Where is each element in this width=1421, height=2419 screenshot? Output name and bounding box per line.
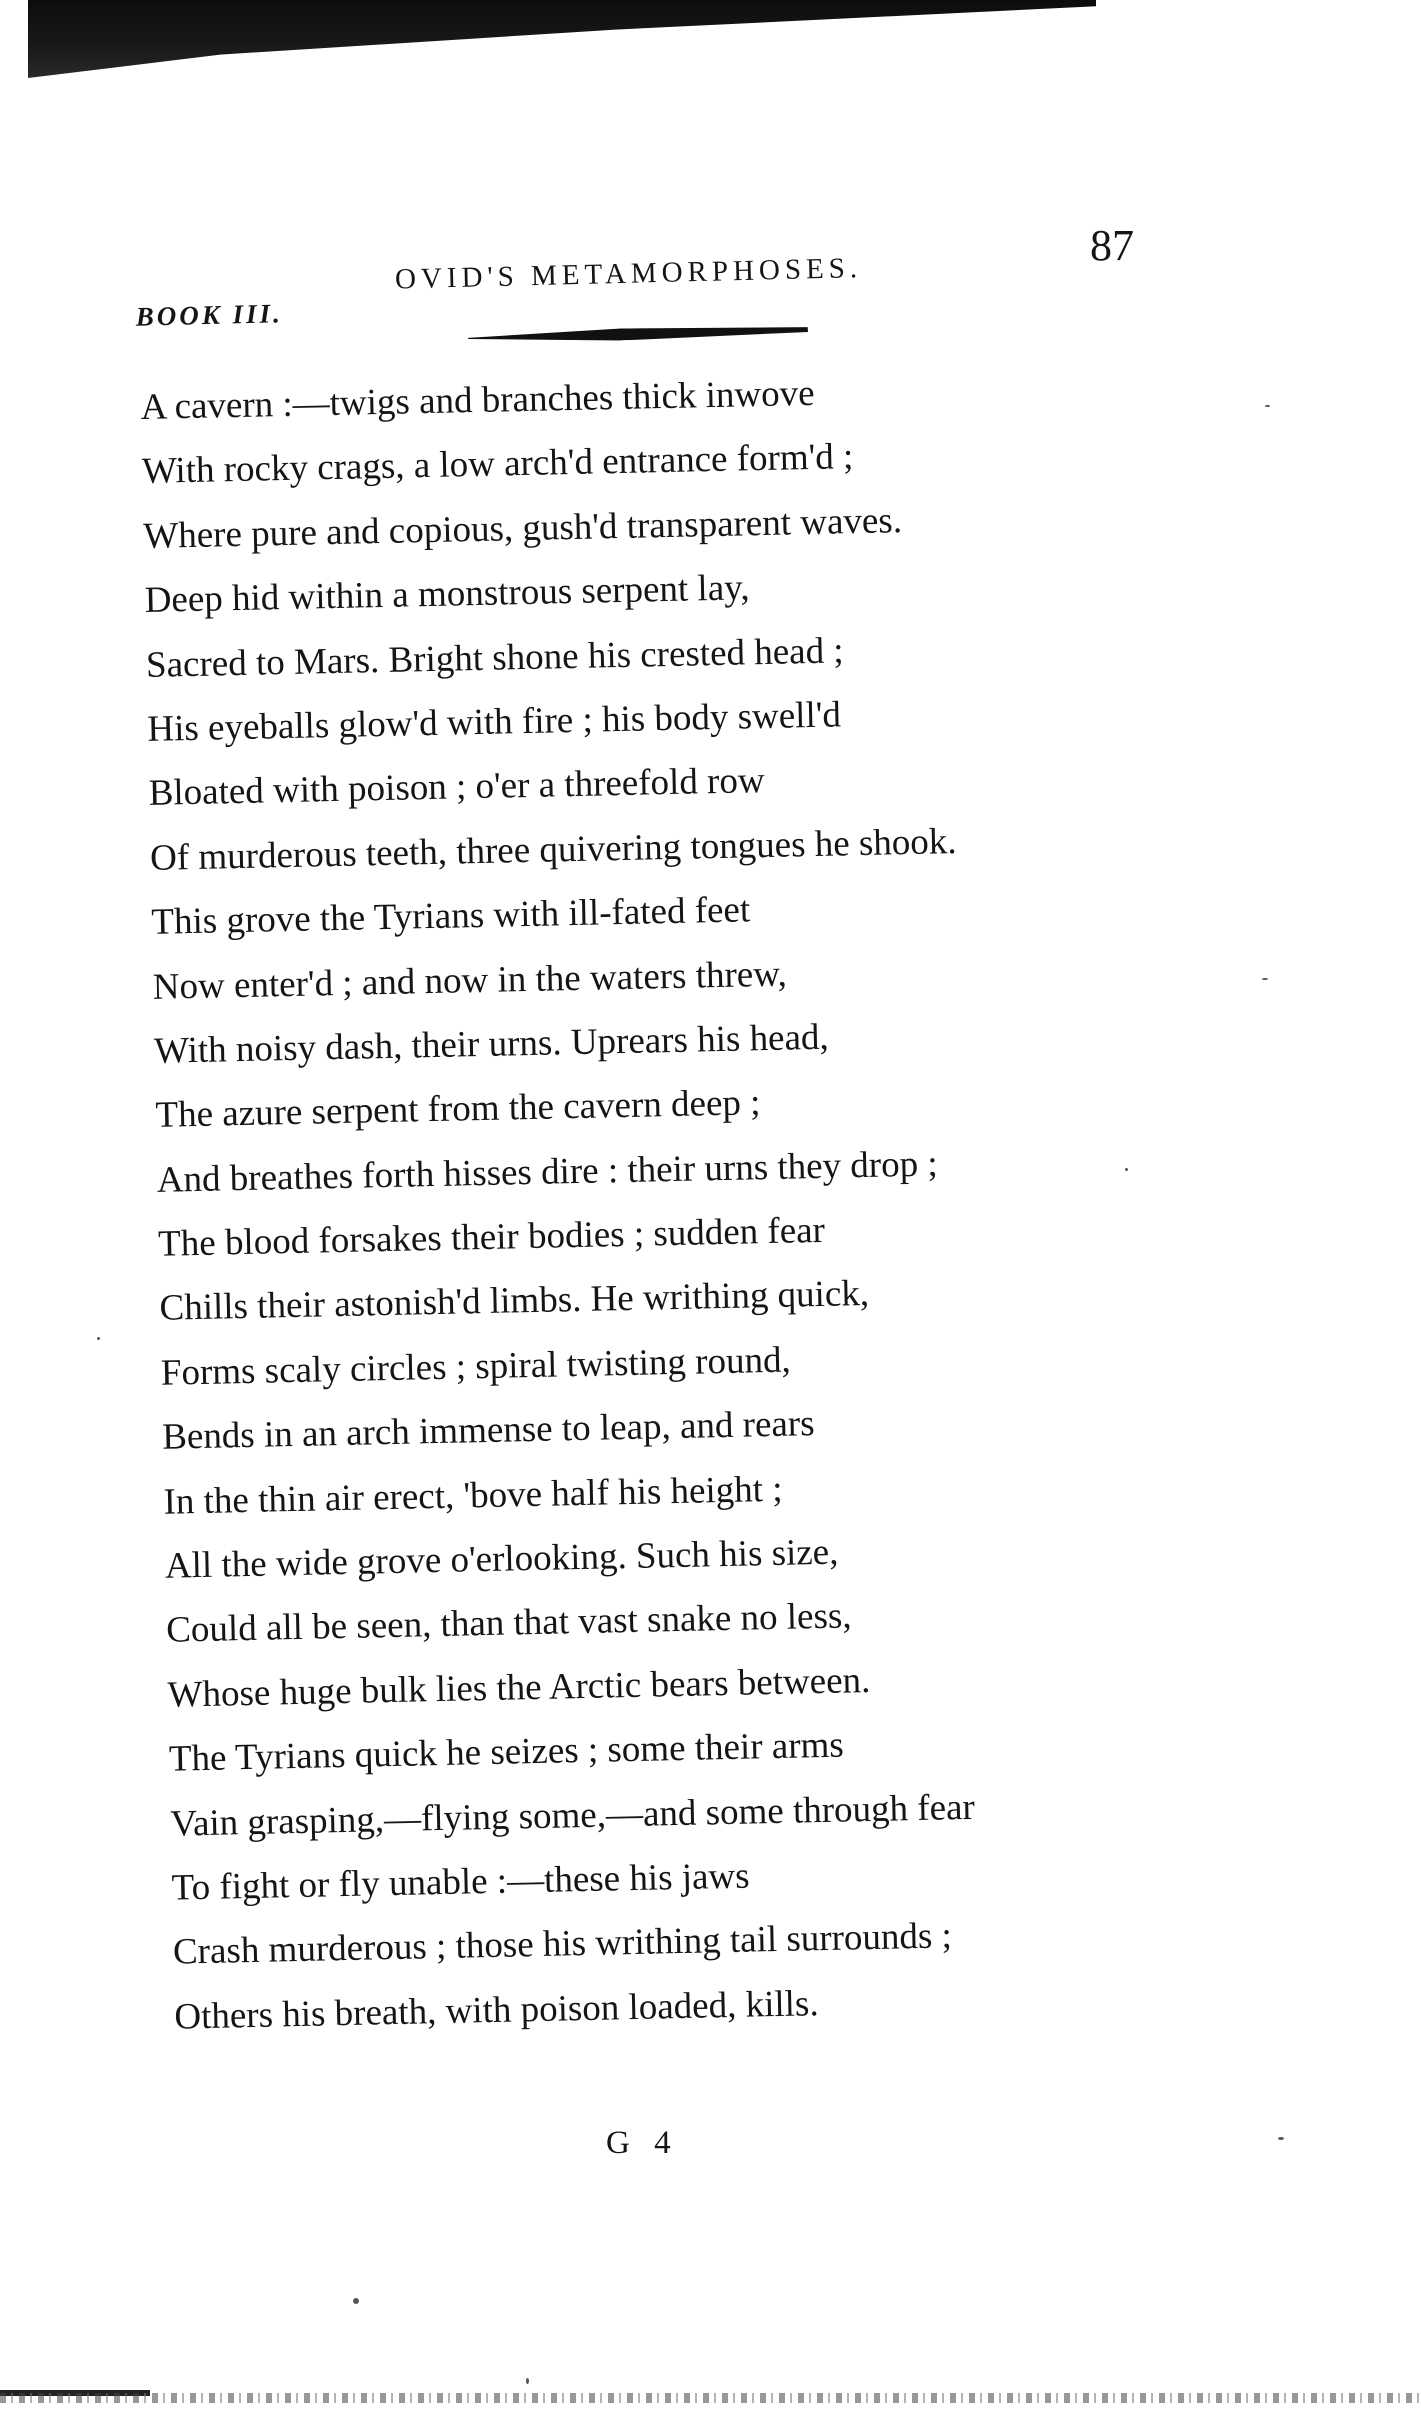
verse-line: The Tyrians quick he seizes ; some their arms [168,1724,845,1780]
verse-line: The azure serpent from the cavern deep ; [155,1082,761,1137]
verse-line: All the wide grove o'erlooking. Such his size, [164,1531,839,1587]
ink-speck [526,2378,529,2384]
ink-speck [353,2298,359,2304]
scan-shadow-band [28,0,1096,78]
verse-line: Where pure and copious, gush'd transparent waves. [142,499,903,557]
verse-line: Others his breath, with poison loaded, kills. [173,1982,820,2038]
running-title: OVID'S METAMORPHOSES. [394,252,863,296]
verse-line: In the thin air erect, 'bove half his height ; [163,1468,783,1523]
ornamental-rule [468,324,808,345]
ink-speck [97,1337,100,1340]
book-label: BOOK III. [135,298,284,332]
verse-line: A cavern :—twigs and branches thick inwove [140,372,815,428]
verse-line: Vain grasping,—flying some,—and some through fear [169,1786,976,1845]
ink-speck [1278,2137,1284,2140]
verse-line: Now enter'd ; and now in the waters threw, [152,953,788,1008]
verse-line: His eyeballs glow'd with fire ; his body swell'd [146,694,842,750]
verse-line: With noisy dash, their urns. Uprears his head, [153,1016,830,1072]
ink-speck [1125,1168,1128,1171]
verse-line: To fight or fly unable :—these his jaws [171,1855,750,1909]
verse-line: Forms scaly circles ; spiral twisting round, [160,1339,792,1394]
verse-line: Bends in an arch immense to leap, and rears [161,1403,815,1459]
verse-block [140,355,1175,2050]
verse-line: Crash murderous ; those his writhing tail surrounds ; [172,1915,953,1974]
verse-line: Deep hid within a monstrous serpent lay, [144,567,750,622]
verse-line: The blood forsakes their bodies ; sudden fear [157,1209,826,1265]
verse-line: Sacred to Mars. Bright shone his crested head ; [145,629,845,686]
signature-mark: G 4 [606,2125,679,2161]
verse-line: This grove the Tyrians with ill-fated feet [151,889,751,944]
verse-line: Bloated with poison ; o'er a threefold row [148,760,766,815]
scan-bottom-edge [0,2393,1421,2403]
verse-line: Chills their astonish'd limbs. He writhing quick, [159,1273,870,1330]
ink-speck [1265,405,1270,407]
page-number: 87 [1090,221,1134,270]
running-head [0,218,1421,333]
verse-line: Whose huge bulk lies the Arctic bears between. [167,1659,871,1716]
verse-line: With rocky crags, a low arch'd entrance form'd ; [141,436,854,493]
ink-speck [1262,978,1268,980]
verse-line: And breathes forth hisses dire : their urns they drop ; [156,1143,939,1201]
verse-line: Could all be seen, than that vast snake no less, [165,1595,852,1652]
verse-line: Of murderous teeth, three quivering tongues he shook. [149,820,957,879]
